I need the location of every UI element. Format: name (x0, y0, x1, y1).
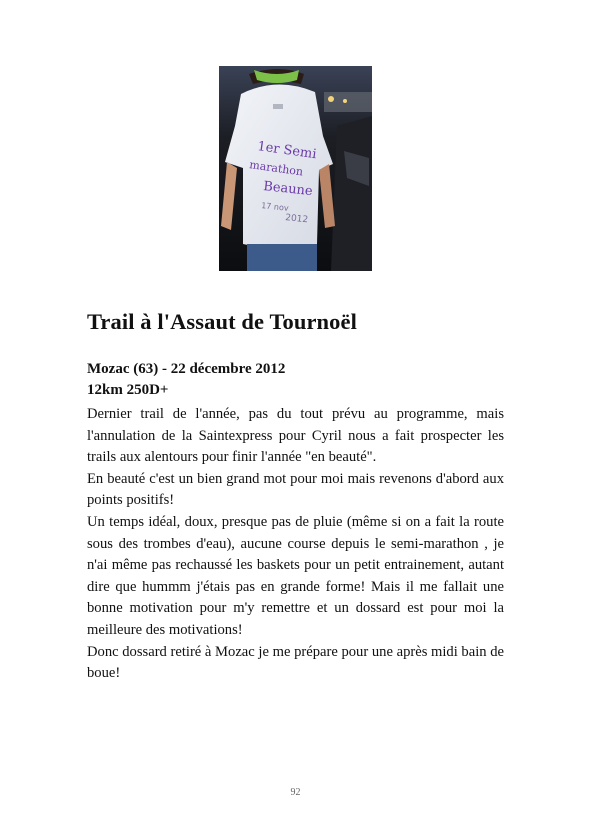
paragraph: Un temps idéal, doux, presque pas de pluie (même si on a fait la route sous des trombes d'eau), aucune course depuis le semi-marathon , je n'ai même pas rechaussé les baskets pour un petit entrainement, autant dire que hummm j'étais pas en grande forme! Mais il me fallait une bonne motivation pour m'y remettre et un dossard est pour moi la meilleure des motivations! (87, 513, 504, 638)
paragraph: Dernier trail de l'année, pas du tout prévu au programme, mais l'annulation de la Saintexpress pour Cyril nous a fait prospecter les trails aux alentours pour finir l'année "en beauté". (87, 406, 504, 466)
location-date: Mozac (63) - 22 décembre 2012 (87, 361, 286, 377)
page-number: 92 (290, 787, 301, 798)
shirt-text-line-5: 2012 (284, 213, 309, 226)
article-title: Trail à l'Assaut de Tournoël (87, 309, 357, 334)
shirt-text-line-4: 17 nov (260, 201, 290, 213)
shirt-text-line-1: 1er Semi (256, 139, 318, 163)
runner-photo (219, 66, 372, 271)
paragraph: En beauté c'est un bien grand mot pour moi mais revenons d'abord aux points positifs! (87, 470, 504, 509)
shirt-text-line-3: Beaune (262, 179, 314, 200)
shirt-text-line-2: marathon (248, 158, 304, 179)
shirt-logo-icon (273, 104, 283, 109)
runner-photo-image (219, 66, 372, 271)
article-body (87, 404, 504, 685)
paragraph: Donc dossard retiré à Mozac je me prépare pour une après midi bain de boue! (87, 643, 504, 682)
distance-elevation: 12km 250D+ (87, 382, 169, 398)
